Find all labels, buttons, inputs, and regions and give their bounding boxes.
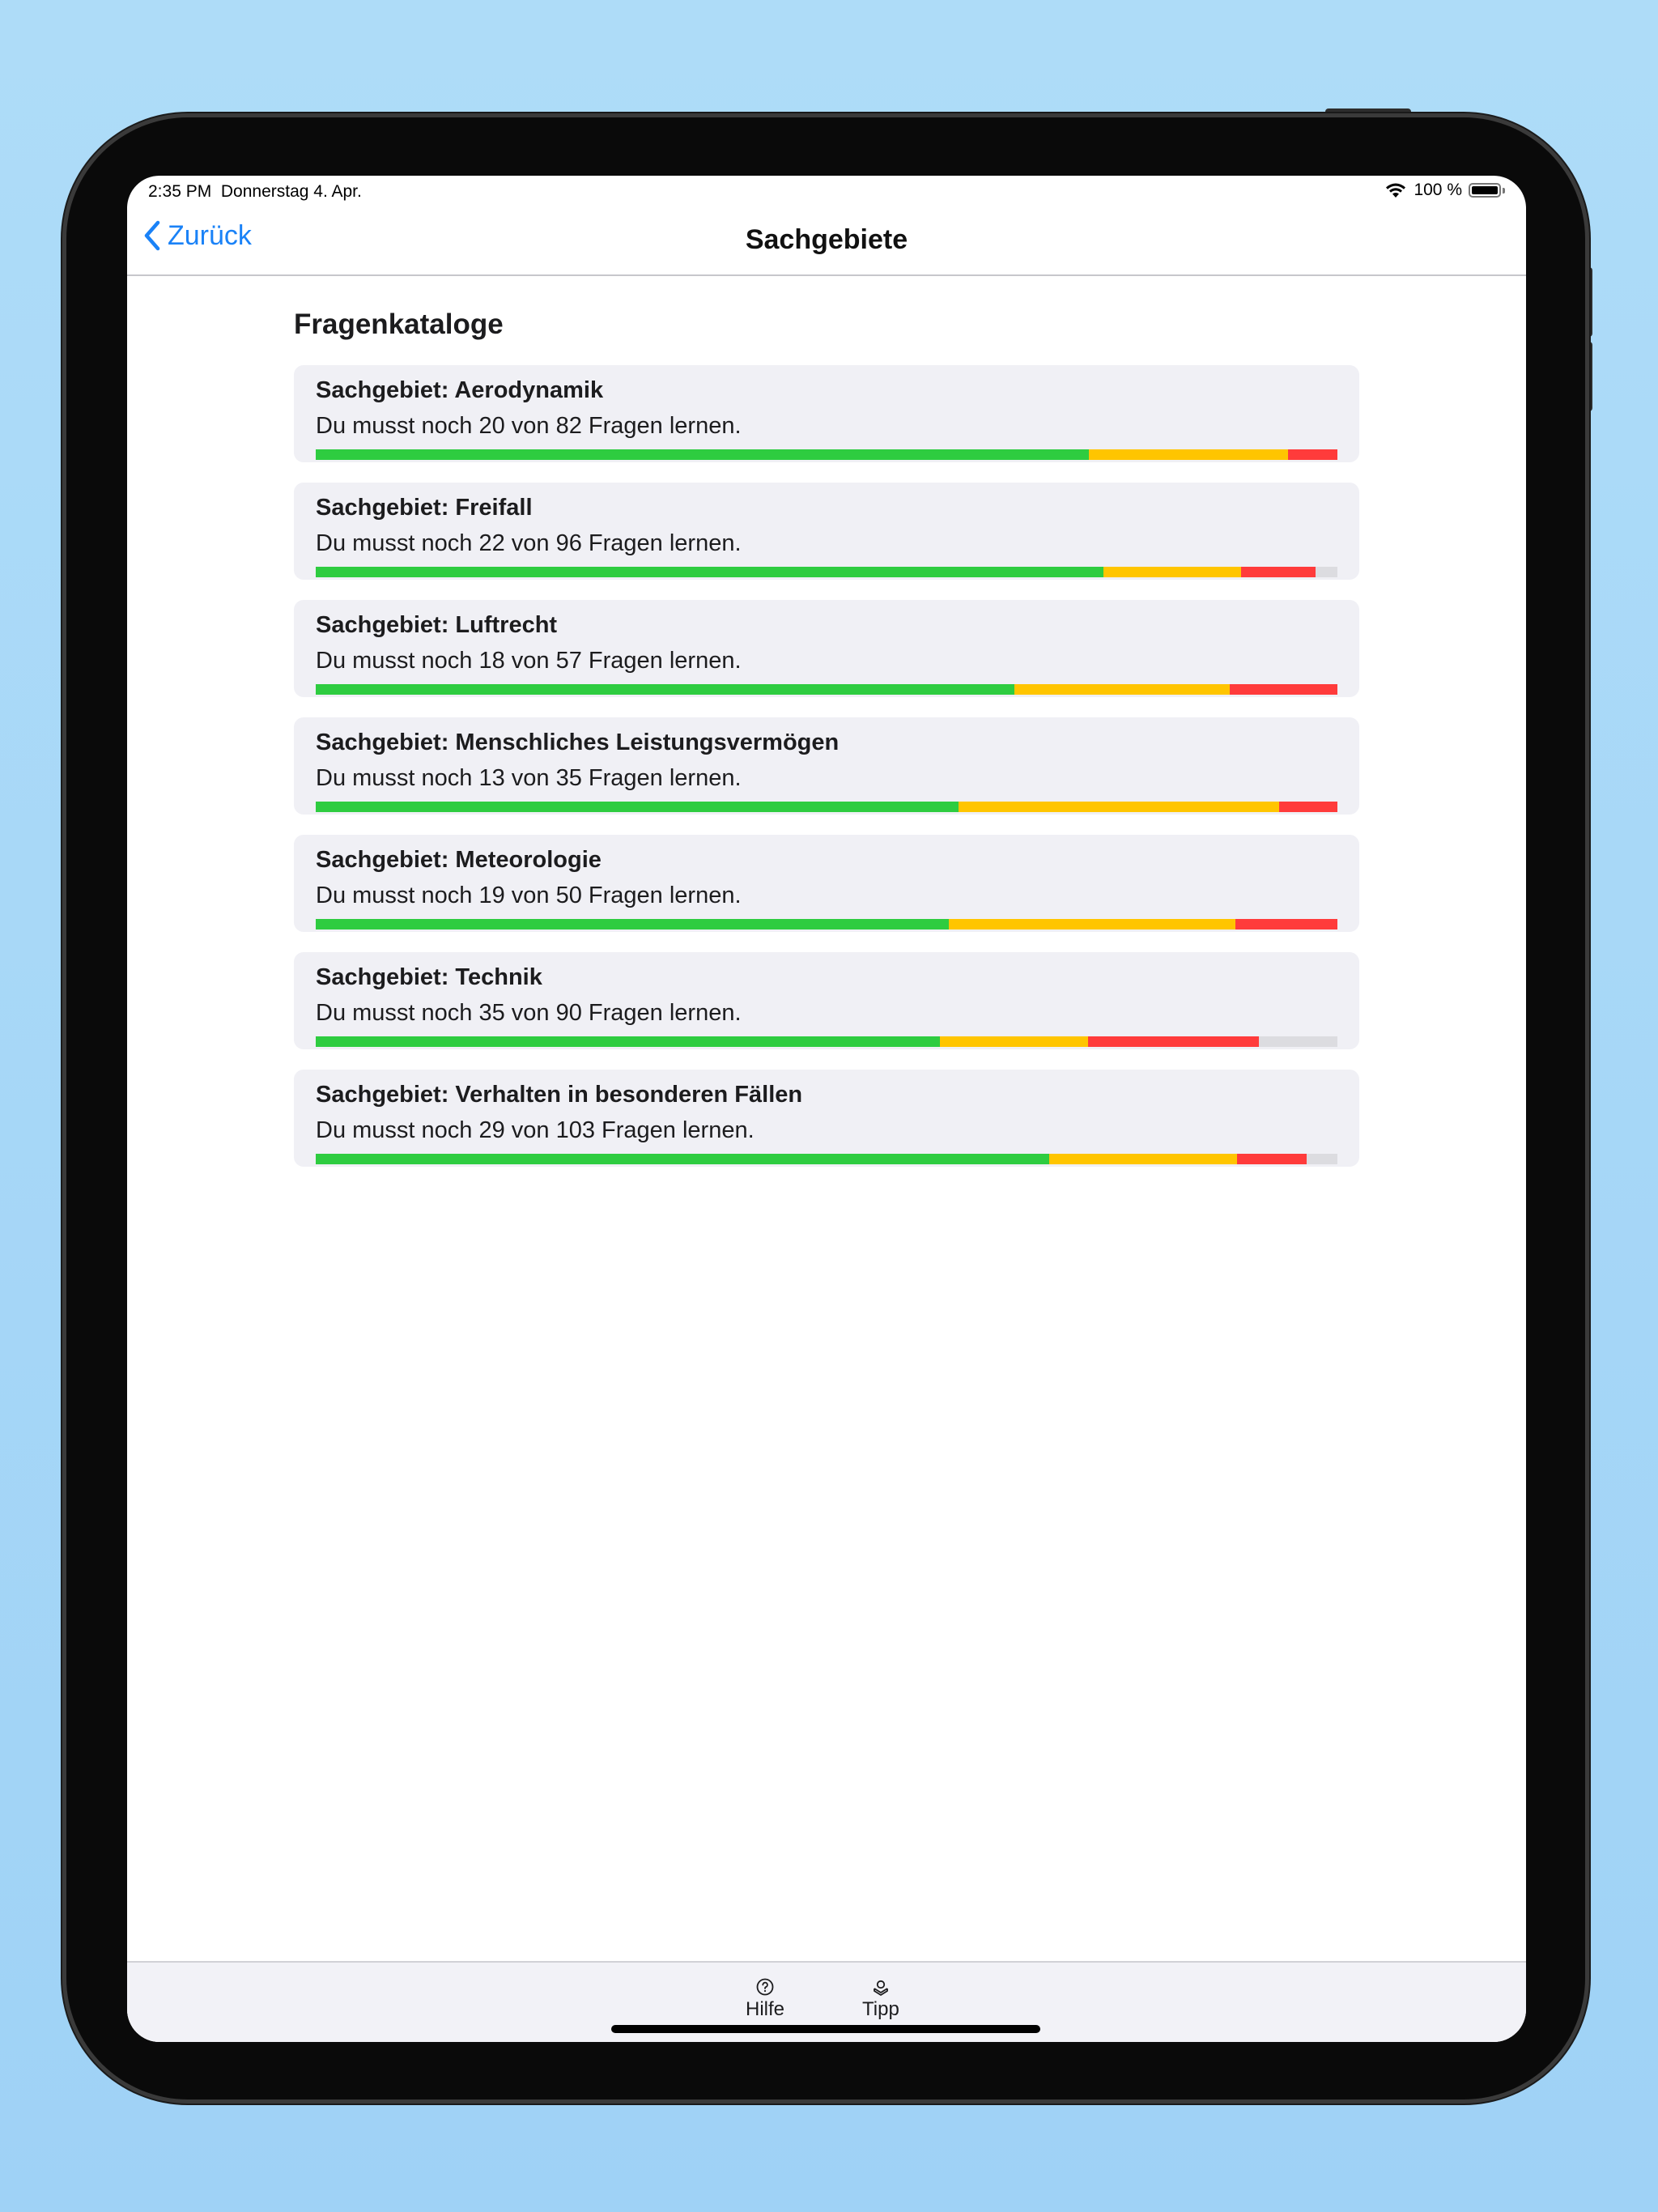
lightbulb-icon — [871, 1977, 891, 1997]
progress-partial-segment — [1089, 449, 1288, 460]
status-right — [1384, 181, 1505, 200]
progress-wrong-segment — [1230, 684, 1337, 695]
catalog-card[interactable] — [294, 952, 1359, 1049]
back-label: Zurück — [168, 219, 252, 251]
volume-up-button — [1585, 267, 1592, 337]
catalog-card[interactable] — [294, 365, 1359, 462]
question-circle-icon — [755, 1977, 775, 1997]
tip-tab[interactable] — [862, 1977, 899, 2021]
catalog-subtitle: Du musst noch 29 von 103 Fragen lernen. — [316, 1117, 755, 1143]
progress-wrong-segment — [1088, 1036, 1259, 1047]
progress-bar — [316, 1154, 1337, 1164]
progress-correct-segment — [316, 684, 1014, 695]
progress-bar — [316, 919, 1337, 929]
progress-wrong-segment — [1235, 919, 1337, 929]
power-button — [1325, 108, 1411, 117]
progress-partial-segment — [1049, 1154, 1237, 1164]
progress-partial-segment — [1014, 684, 1230, 695]
tip-tab-label: Tipp — [862, 1998, 899, 2020]
catalog-title: Sachgebiet: Technik — [316, 964, 542, 990]
progress-correct-segment — [316, 802, 959, 812]
catalog-subtitle: Du musst noch 19 von 50 Fragen lernen. — [316, 883, 742, 908]
catalog-title: Sachgebiet: Luftrecht — [316, 612, 558, 638]
catalog-card[interactable] — [294, 835, 1359, 932]
progress-bar — [316, 802, 1337, 812]
catalog-subtitle: Du musst noch 20 von 82 Fragen lernen. — [316, 413, 742, 439]
status-time-date — [148, 182, 362, 202]
progress-wrong-segment — [1288, 449, 1337, 460]
battery-percent: 100 % — [1414, 181, 1462, 199]
navigation-bar — [127, 208, 1526, 276]
catalog-subtitle: Du musst noch 22 von 96 Fragen lernen. — [316, 530, 742, 556]
home-indicator — [611, 2025, 1040, 2033]
status-time: 2:35 PM — [148, 182, 212, 201]
progress-correct-segment — [316, 1036, 940, 1047]
progress-wrong-segment — [1241, 567, 1316, 577]
progress-correct-segment — [316, 919, 949, 929]
battery-icon — [1469, 183, 1501, 198]
progress-partial-segment — [949, 919, 1235, 929]
progress-correct-segment — [316, 1154, 1049, 1164]
catalog-card[interactable] — [294, 717, 1359, 815]
catalog-card[interactable] — [294, 1070, 1359, 1167]
status-date: Donnerstag 4. Apr. — [220, 182, 362, 201]
catalog-card[interactable] — [294, 483, 1359, 580]
catalog-title: Sachgebiet: Menschliches Leistungsvermögen — [316, 730, 840, 755]
help-tab[interactable] — [746, 1977, 784, 2021]
progress-bar — [316, 684, 1337, 695]
catalog-card[interactable] — [294, 600, 1359, 697]
progress-wrong-segment — [1237, 1154, 1307, 1164]
progress-wrong-segment — [1279, 802, 1337, 812]
progress-partial-segment — [959, 802, 1279, 812]
catalog-subtitle: Du musst noch 18 von 57 Fragen lernen. — [316, 648, 742, 674]
main-content — [294, 292, 1359, 1187]
section-title: Fragenkataloge — [294, 308, 504, 340]
app-screen — [127, 176, 1526, 2042]
volume-down-button — [1585, 342, 1592, 411]
progress-correct-segment — [316, 567, 1103, 577]
progress-bar — [316, 567, 1337, 577]
page-title: Sachgebiete — [745, 224, 908, 255]
catalog-list — [294, 365, 1359, 1167]
progress-partial-segment — [1103, 567, 1241, 577]
wifi-icon — [1384, 181, 1407, 199]
bottom-toolbar — [127, 1961, 1526, 2042]
help-tab-label: Hilfe — [746, 1998, 785, 2020]
status-bar — [127, 176, 1526, 208]
catalog-title: Sachgebiet: Verhalten in besonderen Fällen — [316, 1082, 803, 1108]
progress-bar — [316, 1036, 1337, 1047]
battery-tip — [1503, 188, 1505, 194]
progress-bar — [316, 449, 1337, 460]
catalog-subtitle: Du musst noch 35 von 90 Fragen lernen. — [316, 1000, 742, 1026]
catalog-title: Sachgebiet: Meteorologie — [316, 847, 602, 873]
catalog-subtitle: Du musst noch 13 von 35 Fragen lernen. — [316, 765, 742, 791]
progress-partial-segment — [940, 1036, 1088, 1047]
catalog-title: Sachgebiet: Freifall — [316, 495, 533, 521]
catalog-title: Sachgebiet: Aerodynamik — [316, 377, 604, 403]
progress-correct-segment — [316, 449, 1089, 460]
